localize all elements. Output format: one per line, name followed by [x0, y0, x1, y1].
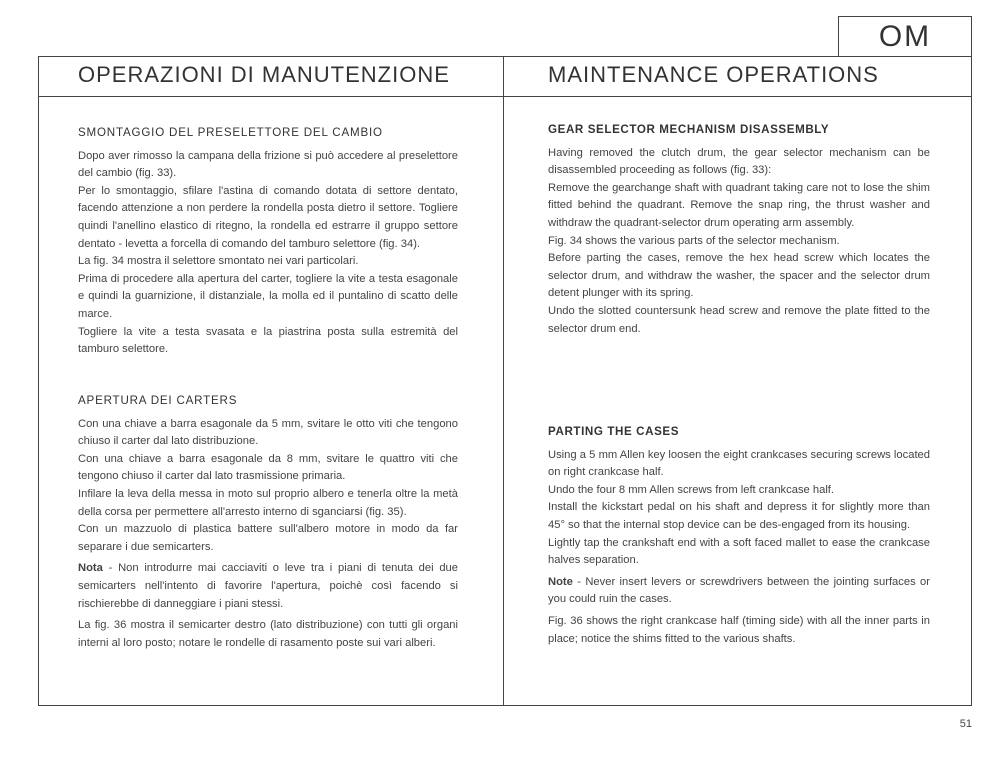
english-section-selector [548, 121, 930, 338]
paragraph: Con una chiave a barra esagonale da 5 mm, svitare le otto viti che tengono chiuso il carter dal lato distribuzione. [78, 417, 458, 448]
title-divider [38, 96, 972, 97]
italian-section-cases [78, 392, 458, 652]
english-title: MAINTENANCE OPERATIONS [548, 62, 879, 87]
paragraph: Con un mazzuolo di plastica battere sull'albero motore in modo da far separare i due semicarters. [78, 523, 458, 553]
paragraph: Fig. 36 shows the right crankcase half (timing side) with all the inner parts in place; notice the shims fitted to the various shafts. [548, 614, 930, 645]
paragraph: La fig. 34 mostra il selettore smontato nei vari particolari. [78, 255, 359, 268]
note-label: Nota [78, 562, 103, 575]
column-divider [503, 56, 504, 706]
paragraph: Prima di procedere alla apertura del carter, togliere la vite a testa esagonale e quindi la guarnizione, il distanziale, la molla ed il puntalino di scatto delle marce. [78, 272, 458, 320]
paragraph: Lightly tap the crankshaft end with a soft faced mallet to ease the crankcase halves separation. [548, 536, 930, 567]
paragraph: Fig. 34 shows the various parts of the selector mechanism. [548, 234, 840, 247]
page-number: 51 [959, 718, 972, 730]
paragraph: Install the kickstart pedal on his shaft and depress it for slightly more than 45° so that the internal stop device can be des-engaged from its housing. [548, 501, 930, 531]
english-section-cases [548, 423, 930, 648]
italian-section-selector [78, 124, 458, 359]
paragraph: Having removed the clutch drum, the gear selector mechanism can be disassembled proceeding as follows (fig. 33): [548, 146, 930, 177]
note-label: Note [548, 575, 573, 588]
note-text: - Non introdurre mai cacciaviti o leve tra i piani di tenuta dei due semicarters nell'intento di favorire l'apertura, poichè così facendo si rischierebbe di danneggiare i piani stessi. [78, 562, 458, 610]
paragraph: Per lo smontaggio, sfilare l'astina di comando dotata di settore dentato, facendo attenzione a non perdere la rondella posta dietro il settore. Togliere quindi l'anellino elastico di ritegno, la rondella ed estrarre il gruppo settore dentato - levetta a forcella di comando del tamburo selettore (fig. 34). [78, 184, 458, 250]
paragraph: Before parting the cases, remove the hex head screw which locates the selector drum, and withdraw the washer, the spacer and the selector drum detent plunger with its spring. [548, 252, 930, 300]
paragraph: Using a 5 mm Allen key loosen the eight crankcases securing screws located on right crankcase half. [548, 448, 930, 479]
paragraph: Undo the four 8 mm Allen screws from left crankcase half. [548, 483, 835, 496]
paragraph: Togliere la vite a testa svasata e la piastrina posta sulla estremità del tamburo selettore. [78, 325, 458, 356]
section-heading: APERTURA DEI CARTERS [78, 394, 238, 407]
section-badge: OM [838, 16, 972, 56]
italian-title: OPERAZIONI DI MANUTENZIONE [78, 62, 450, 87]
paragraph: Con una chiave a barra esagonale da 8 mm, svitare le quattro viti che tengono chiuso il carter dal lato trasmissione primaria. [78, 452, 458, 483]
section-heading: GEAR SELECTOR MECHANISM DISASSEMBLY [548, 123, 830, 136]
note-paragraph [78, 560, 458, 613]
note-paragraph [548, 574, 930, 609]
paragraph: Remove the gearchange shaft with quadrant taking care not to lose the shim fitted behind the quadrant. Remove the snap ring, the thrust washer and withdraw the quadrant-selector drum operating arm assembly. [548, 181, 930, 229]
paragraph: La fig. 36 mostra il semicarter destro (lato distribuzione) con tutti gli organi interni al loro posto; notare le rondelle di rasamento poste sui vari alberi. [78, 619, 458, 649]
section-heading: PARTING THE CASES [548, 425, 680, 438]
paragraph: Undo the slotted countersunk head screw and remove the plate fitted to the selector drum end. [548, 304, 930, 335]
section-heading: SMONTAGGIO DEL PRESELETTORE DEL CAMBIO [78, 126, 383, 139]
paragraph: Infilare la leva della messa in moto sul proprio albero e tenerla oltre la metà della corsa per permettere all'arresto interno di sganciarsi (fig. 35). [78, 487, 458, 518]
paragraph: Dopo aver rimosso la campana della frizione si può accedere al preselettore del cambio (fig. 33). [78, 149, 458, 180]
note-text: - Never insert levers or screwdrivers between the jointing surfaces or you could ruin the cases. [548, 575, 930, 606]
